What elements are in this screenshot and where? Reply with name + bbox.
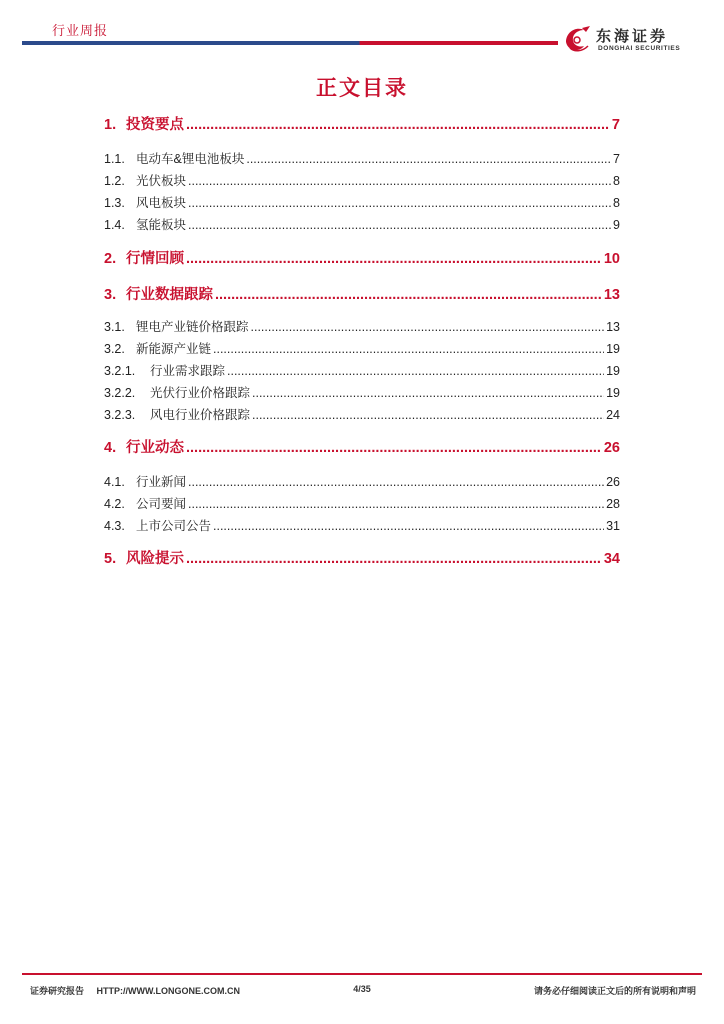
toc-leader-dots <box>251 320 605 333</box>
toc-entry-label: 风电板块 <box>136 196 187 210</box>
toc-entry-page: 13 <box>606 320 620 334</box>
toc-entry-number: 1.1. <box>104 152 125 166</box>
toc-entry-industry-headlines[interactable] <box>104 472 620 490</box>
footer-divider <box>22 973 702 975</box>
toc-entry-market-review[interactable] <box>104 247 620 268</box>
toc-entry-number: 3.1. <box>104 320 125 334</box>
toc-leader-dots <box>188 174 611 187</box>
toc-entry-new-energy-chain[interactable] <box>104 339 620 357</box>
toc-leader-dots <box>227 364 604 377</box>
toc-entry-number: 1.2. <box>104 174 125 188</box>
toc-entry-label: 光伏行业价格跟踪 <box>150 386 251 400</box>
toc-entry-label: 光伏板块 <box>136 174 187 188</box>
toc-entry-label: 风电行业价格跟踪 <box>150 408 251 422</box>
toc-entry-number: 3.2.3. <box>104 408 136 422</box>
toc-entry-page: 7 <box>613 152 620 166</box>
toc-leader-dots <box>186 117 610 132</box>
toc-entry-wind[interactable] <box>104 193 620 211</box>
toc-entry-lithium-price[interactable] <box>104 317 620 335</box>
header-divider <box>22 41 558 45</box>
toc-entry-page: 10 <box>603 251 620 267</box>
toc-entry-company-news[interactable] <box>104 494 620 512</box>
toc-entry-label: 新能源产业链 <box>136 342 212 356</box>
footer-report-label: 证券研究报告 <box>30 986 85 996</box>
toc-leader-dots <box>186 251 602 266</box>
footer-url-link[interactable]: HTTP://WWW.LONGONE.COM.CN <box>96 986 241 996</box>
toc-entry-page: 19 <box>606 364 620 378</box>
toc-entry-number: 3.2.1. <box>104 364 136 378</box>
toc-leader-dots <box>213 342 604 355</box>
logo-english-name: DONGHAI SECURITIES <box>598 45 681 52</box>
toc-entry-demand-tracking[interactable] <box>104 361 620 379</box>
toc-entry-number: 4.3. <box>104 519 125 533</box>
toc-entry-label: 行业新闻 <box>136 475 187 489</box>
toc-entry-number: 1.3. <box>104 196 125 210</box>
dragon-emblem-icon <box>560 22 594 56</box>
toc-entry-page: 28 <box>606 497 620 511</box>
toc-entry-label: 行情回顾 <box>126 251 184 267</box>
toc-entry-page: 26 <box>603 440 620 456</box>
toc-entry-label: 行业需求跟踪 <box>150 364 226 378</box>
toc-entry-number: 3. <box>104 287 117 303</box>
toc-leader-dots <box>188 475 604 488</box>
toc-leader-dots <box>246 152 611 165</box>
toc-entry-pv[interactable] <box>104 171 620 189</box>
toc-entry-page: 26 <box>606 475 620 489</box>
logo-chinese-name: 东海证券 <box>596 27 669 45</box>
toc-entry-page: 9 <box>613 218 620 232</box>
footer-disclaimer: 请务必仔细阅读正文后的所有说明和声明 <box>533 986 696 996</box>
toc-leader-dots <box>186 551 602 566</box>
toc-entry-number: 4.1. <box>104 475 125 489</box>
toc-leader-dots <box>213 519 604 532</box>
toc-entry-number: 4.2. <box>104 497 125 511</box>
toc-leader-dots <box>186 440 602 455</box>
toc-entry-number: 1. <box>104 117 117 133</box>
toc-entry-label: 风险提示 <box>126 551 184 567</box>
toc-entry-pv-price[interactable] <box>104 383 620 401</box>
report-type-label: 行业周报 <box>52 23 109 38</box>
donghai-logo <box>560 22 710 56</box>
toc-entry-number: 5. <box>104 551 117 567</box>
toc-entry-industry-data[interactable] <box>104 283 620 304</box>
toc-entry-hydrogen[interactable] <box>104 215 620 233</box>
toc-entry-number: 4. <box>104 440 117 456</box>
toc-entry-label: 投资要点 <box>126 117 184 133</box>
toc-entry-page: 8 <box>613 174 620 188</box>
toc-entry-risk-warning[interactable] <box>104 547 620 568</box>
toc-entry-ev-battery[interactable] <box>104 149 620 167</box>
toc-leader-dots <box>252 386 604 399</box>
toc-entry-number: 3.2. <box>104 342 125 356</box>
toc-entry-page: 34 <box>603 551 620 567</box>
toc-entry-label: 电动车&锂电池板块 <box>136 152 245 166</box>
toc-leader-dots <box>215 287 602 302</box>
toc-entry-page: 19 <box>606 386 620 400</box>
toc-entry-label: 氢能板块 <box>136 218 187 232</box>
toc-entry-page: 8 <box>613 196 620 210</box>
toc-entry-number: 3.2.2. <box>104 386 136 400</box>
toc-entry-label: 锂电产业链价格跟踪 <box>136 320 249 334</box>
toc-leader-dots <box>188 218 611 231</box>
toc-entry-page: 7 <box>611 117 620 133</box>
toc-leader-dots <box>188 196 611 209</box>
toc-heading: 正文目录 <box>316 77 408 100</box>
toc-entry-label: 上市公司公告 <box>136 519 212 533</box>
toc-entry-label: 行业数据跟踪 <box>126 287 213 303</box>
page-number: 4/35 <box>353 984 371 994</box>
toc-entry-page: 31 <box>606 519 620 533</box>
toc-entry-page: 24 <box>606 408 620 422</box>
toc-entry-investment-highlights[interactable] <box>104 113 620 134</box>
toc-entry-page: 13 <box>603 287 620 303</box>
toc-entry-number: 2. <box>104 251 117 267</box>
toc-entry-wind-price[interactable] <box>104 405 620 423</box>
toc-leader-dots <box>188 497 604 510</box>
toc-entry-company-announcements[interactable] <box>104 516 620 534</box>
toc-leader-dots <box>252 408 604 421</box>
toc-entry-label: 行业动态 <box>126 440 184 456</box>
toc-entry-number: 1.4. <box>104 218 125 232</box>
toc-entry-industry-news[interactable] <box>104 436 620 457</box>
toc-entry-page: 19 <box>606 342 620 356</box>
toc-entry-label: 公司要闻 <box>136 497 187 511</box>
